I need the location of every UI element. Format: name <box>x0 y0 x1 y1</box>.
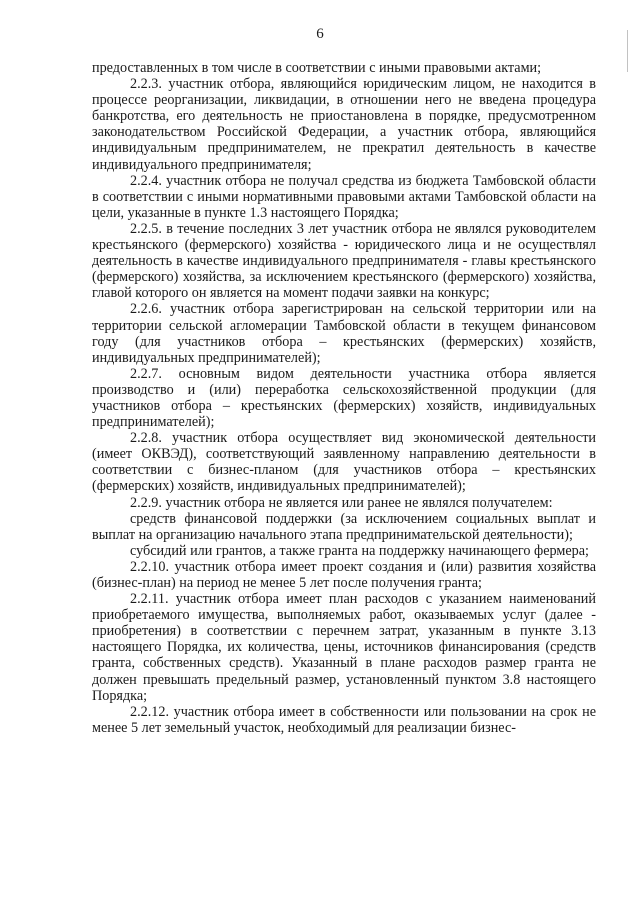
scan-edge-mark <box>627 30 636 72</box>
paragraph: 2.2.8. участник отбора осуществляет вид экономической деятельности (имеет ОКВЭД), соответствующий заявленному направлению деятельности в соответствии с бизнес-планом (для участников отбора – крестьянских (фермерских) хозяйств, индивидуальных предпринимателей); <box>92 430 596 495</box>
paragraph: 2.2.6. участник отбора зарегистрирован на сельской территории или на территории сельской агломерации Тамбовской области в текущем финансовом году (для участников отбора – крестьянских (фермерских) хозяйств, индивидуальных предпринимателей); <box>92 301 596 366</box>
paragraph: 2.2.7. основным видом деятельности участника отбора является производство и (или) переработка сельскохозяйственной продукции (для участников отбора – крестьянских (фермерских) хозяйств, индивидуальных предпринимателей); <box>92 365 596 431</box>
paragraph: 2.2.5. в течение последних 3 лет участник отбора не являлся руководителем крестьянского (фермерского) хозяйства - юридического лица и не осуществлял деятельность в качестве индивидуального предпринимателя - главы крестьянского (фермерского) хозяйства, за исключением крестьянского (фермерского) хозяйства, главой которого он является на момент подачи заявки на конкурс; <box>92 220 596 302</box>
paragraph: 2.2.4. участник отбора не получал средства из бюджета Тамбовской области в соответствии с иными нормативными правовыми актами Тамбовской области на цели, указанные в пункте 1.3 настоящего Порядка; <box>92 172 596 221</box>
page-number: 6 <box>316 26 324 42</box>
paragraph: средств финансовой поддержки (за исключением социальных выплат и выплат на организацию начального этапа предпринимательской деятельности); <box>92 510 596 543</box>
paragraph: предоставленных в том числе в соответствии с иными правовыми актами; <box>92 60 542 76</box>
paragraph: субсидий или грантов, а также гранта на поддержку начинающего фермера; <box>130 542 589 559</box>
paragraph: 2.2.9. участник отбора не является или ранее не являлся получателем: <box>130 494 553 511</box>
document-body <box>92 60 596 736</box>
paragraph: 2.2.12. участник отбора имеет в собственности или пользовании на срок не менее 5 лет земельный участок, необходимый для реализации бизнес- <box>92 703 596 736</box>
paragraph: 2.2.3. участник отбора, являющийся юридическим лицом, не находится в процессе реорганизации, ликвидации, в отношении него не введена процедура банкротства, его деятельность не приостановлена в порядке, предусмотренном законодательством Российской Федерации, а участник отбора, являющийся индивидуальным предпринимателем, не прекратил деятельность в качестве индивидуального предпринимателя; <box>92 76 596 173</box>
paragraph: 2.2.11. участник отбора имеет план расходов с указанием наименований приобретаемого имущества, выполняемых работ, оказываемых услуг (далее - приобретения) в соответствии с перечнем затрат, указанным в пункте 3.13 настоящего Порядка, их количества, цены, источников финансирования (средств гранта, собственных средств). Указанный в плане расходов размер гранта не должен превышать предельный размер, установленный пунктом 3.8 настоящего Порядка; <box>92 591 596 704</box>
paragraph: 2.2.10. участник отбора имеет проект создания и (или) развития хозяйства (бизнес-план) на период не менее 5 лет после получения гранта; <box>92 558 596 591</box>
